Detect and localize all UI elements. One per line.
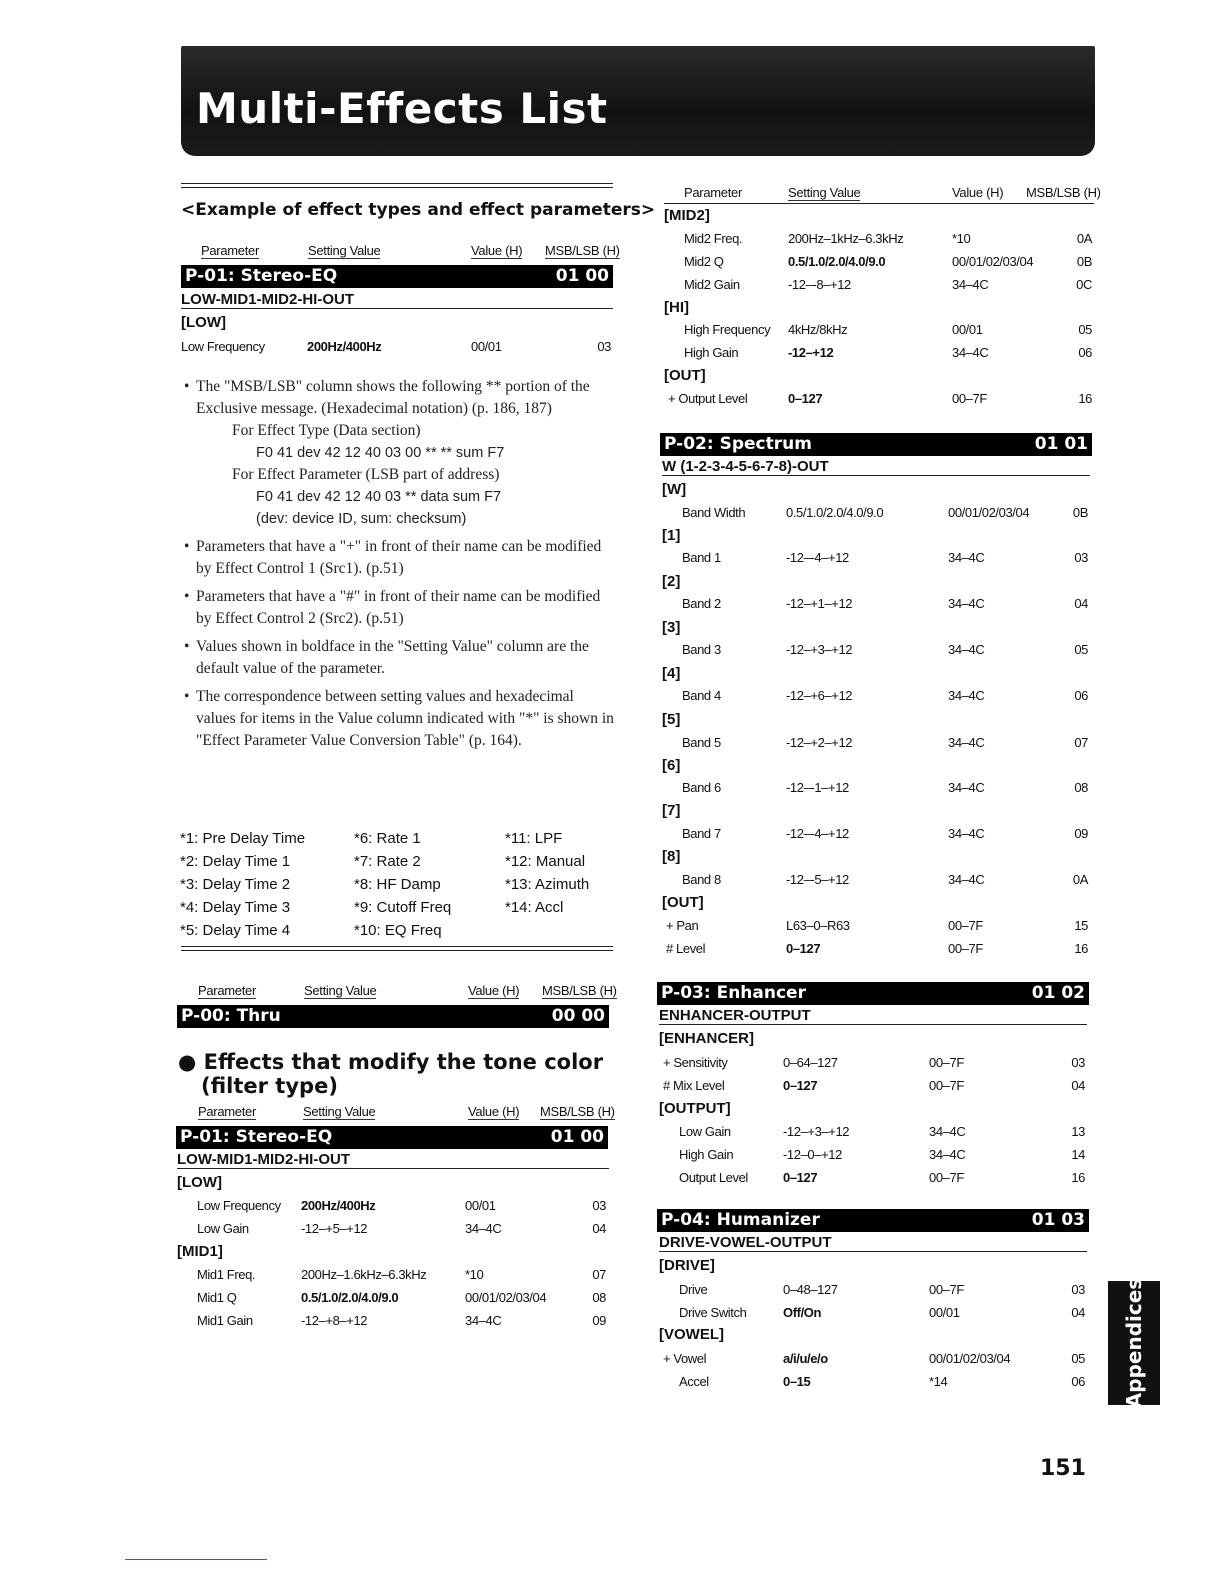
param-msb: 09 [592,1313,606,1328]
param-setting: -12–-5–+12 [786,872,849,887]
example-title: <Example of effect types and effect parameters> [181,200,656,220]
param-msb: 0B [1076,254,1092,269]
footnote: *6: Rate 1 [354,830,421,847]
param-setting: 0.5/1.0/2.0/4.0/9.0 [301,1290,399,1305]
footnote: *10: EQ Freq [354,922,442,939]
param-msb: 0C [1076,277,1092,292]
param-row [663,1055,1087,1075]
param-name: Mid2 Q [684,254,724,269]
param-name: + Vowel [663,1351,707,1366]
p01-routing: LOW-MID1-MID2-HI-OUT [177,1151,609,1169]
param-msb: 15 [1074,918,1088,933]
param-value: 34–4C [465,1313,502,1328]
p04-routing: DRIVE-VOWEL-OUTPUT [659,1234,1087,1252]
param-name: High Frequency [684,322,771,337]
param-value: 00/01/02/03/04 [952,254,1034,269]
footnote: *9: Cutoff Freq [354,899,452,916]
note-src1: • Parameters that have a "+" in front of their name can be modified by Effect Control 1 (Src1). (p.51) [184,536,614,580]
param-setting: 200Hz/400Hz [307,339,382,354]
param-name: Low Frequency [181,339,265,354]
param-msb: 04 [592,1221,606,1236]
param-row [668,391,1094,411]
footnote: *1: Pre Delay Time [180,830,306,847]
param-value: 34–4C [929,1124,966,1139]
col-parameter: Parameter [198,983,256,998]
param-msb: 09 [1074,826,1088,841]
param-name: Low Frequency [197,1198,281,1213]
param-row [663,1351,1087,1371]
param-msb: 16 [1078,391,1092,406]
group-3: [3] [662,619,681,636]
param-value: 34–4C [948,688,985,703]
param-value: 34–4C [948,780,985,795]
example-routing: LOW-MID1-MID2-HI-OUT [181,291,613,309]
footnote: *4: Delay Time 3 [180,899,291,916]
param-setting: 200Hz/400Hz [301,1198,376,1213]
param-name: # Mix Level [663,1078,725,1093]
param-setting: -12–-4–+12 [786,826,849,841]
param-name: Band 5 [682,735,721,750]
example-column-header [181,243,620,261]
param-row [197,1313,608,1333]
group-mid2: [MID2] [664,207,710,224]
col-value: Value (H) [468,1104,520,1119]
col-msb: MSB/LSB (H) [542,983,617,998]
param-setting: 4kHz/8kHz [788,322,848,337]
param-value: *10 [465,1267,484,1282]
param-msb: 05 [1071,1351,1085,1366]
effect-code: 01 00 [555,266,609,286]
param-value: 00/01/02/03/04 [465,1290,547,1305]
param-msb: 03 [1071,1282,1085,1297]
param-msb: 05 [1074,642,1088,657]
param-name: Band 7 [682,826,721,841]
effect-name: P-03: Enhancer [661,983,806,1003]
p03-routing: ENHANCER-OUTPUT [659,1007,1087,1025]
thru-effect-bar [177,1005,609,1028]
footnote: *3: Delay Time 2 [180,876,291,893]
param-msb: 04 [1074,596,1088,611]
param-msb: 13 [1071,1124,1085,1139]
param-row [679,1282,1087,1302]
param-row [682,735,1090,755]
param-value: 34–4C [948,596,985,611]
param-msb: 14 [1071,1147,1085,1162]
param-name: + Output Level [668,391,748,406]
effect-code: 01 00 [550,1127,604,1147]
col-setting: Setting Value [308,243,381,258]
p01-effect-bar [176,1126,608,1149]
group-1: [1] [662,527,681,544]
note-param-code: F0 41 dev 42 12 40 03 ** data sum F7 [256,489,502,505]
param-setting: -12–+5–+12 [301,1221,368,1236]
group-hi: [HI] [664,299,689,316]
col-setting: Setting Value [304,983,377,998]
param-row [682,596,1090,616]
param-msb: 03 [592,1198,606,1213]
example-bottom-rule [181,946,613,951]
group-4: [4] [662,665,681,682]
param-name: Band 3 [682,642,721,657]
group-low: [LOW] [177,1174,222,1191]
param-name: Low Gain [679,1124,731,1139]
param-value: 00–7F [948,918,983,933]
param-setting: 200Hz–1kHz–6.3kHz [788,231,904,246]
footnote: *11: LPF [505,830,563,847]
thru-column-header [178,983,617,1001]
param-value: 34–4C [948,550,985,565]
group-2: [2] [662,573,681,590]
col-value: Value (H) [468,983,520,998]
param-name: Accel [679,1374,709,1389]
param-row [679,1374,1087,1394]
page-title: Multi-Effects List [196,84,608,133]
footer-rule [125,1559,267,1560]
param-setting: -12–+3–+12 [783,1124,850,1139]
param-setting: -12–0–+12 [783,1147,842,1162]
param-row [682,780,1090,800]
param-name: Band 2 [682,596,721,611]
param-setting: Off/On [783,1305,822,1320]
param-row [684,345,1094,365]
param-value: 00/01 [929,1305,960,1320]
param-setting: 0–15 [783,1374,811,1389]
param-setting: 200Hz–1.6kHz–6.3kHz [301,1267,427,1282]
param-value: 00/01 [465,1198,496,1213]
param-value: 34–4C [952,345,989,360]
param-msb: 06 [1078,345,1092,360]
param-name: # Level [666,941,706,956]
param-setting: -12–+12 [788,345,834,360]
param-name: Mid2 Freq. [684,231,743,246]
param-setting: 0–127 [788,391,823,406]
right-column-header [664,185,1101,203]
footnote: *5: Delay Time 4 [180,922,291,939]
note-src2: • Parameters that have a "#" in front of their name can be modified by Effect Control 2 (Src2). (p.51) [184,586,614,630]
footnote: *13: Azimuth [505,876,590,893]
effect-name: P-02: Spectrum [664,434,812,454]
param-value: 00/01 [471,339,502,354]
note-type-code: F0 41 dev 42 12 40 03 00 ** ** sum F7 [256,445,505,461]
effect-name: P-00: Thru [181,1006,281,1026]
footnote: *14: Accl [505,899,564,916]
p02-effect-bar [660,433,1092,456]
param-setting: 0–127 [786,941,821,956]
p04-effect-bar [657,1209,1089,1232]
param-value: 34–4C [952,277,989,292]
param-name: Drive [679,1282,708,1297]
param-msb: 0A [1076,231,1092,246]
note-dev: (dev: device ID, sum: checksum) [256,511,467,527]
param-row [684,277,1094,297]
param-row [684,322,1094,342]
col-setting: Setting Value [788,185,861,200]
param-row [197,1290,608,1310]
param-value: 34–4C [929,1147,966,1162]
example-top-rule [181,183,613,188]
group-out: [OUT] [664,367,706,384]
param-setting: L63–0–R63 [786,918,850,933]
param-msb: 03 [1071,1055,1085,1070]
section-subtitle: (filter type) [201,1074,338,1098]
col-msb: MSB/LSB (H) [545,243,620,258]
group-5: [5] [662,711,681,728]
note-bold: • Values shown in boldface in the "Setting Value" column are the default value of the parameter. [184,636,614,680]
param-value: 00/01 [952,322,983,337]
effect-code: 00 00 [551,1006,605,1026]
param-value: 00–7F [929,1078,964,1093]
param-value: 00/01/02/03/04 [948,505,1030,520]
group-8: [8] [662,848,681,865]
param-msb: 06 [1074,688,1088,703]
param-row [197,1198,608,1218]
p01-column-header [178,1104,615,1122]
col-msb: MSB/LSB (H) [540,1104,615,1119]
param-row [679,1170,1087,1190]
param-row [181,339,613,359]
group-vowel: [VOWEL] [659,1326,724,1343]
param-setting: -12–+1–+12 [786,596,853,611]
param-row [679,1305,1087,1325]
param-name: + Sensitivity [663,1055,728,1070]
effect-code: 01 03 [1031,1210,1085,1230]
footnote: *12: Manual [505,853,586,870]
section-title: ● Effects that modify the tone color [178,1050,604,1074]
param-value: 00–7F [948,941,983,956]
param-setting: 0–48–127 [783,1282,838,1297]
note-msb [184,376,614,530]
param-row [666,918,1090,938]
param-row [663,1078,1087,1098]
col-setting: Setting Value [303,1104,376,1119]
param-msb: 16 [1071,1170,1085,1185]
footnote: *8: HF Damp [354,876,441,893]
group-output: [OUTPUT] [659,1100,731,1117]
param-name: Band 6 [682,780,721,795]
param-value: 00–7F [929,1055,964,1070]
group-low: [LOW] [181,314,226,331]
param-row [684,254,1094,274]
param-name: High Gain [679,1147,734,1162]
param-setting: -12–+8–+12 [301,1313,368,1328]
param-value: 00–7F [952,391,987,406]
footnote: *2: Delay Time 1 [180,853,291,870]
param-name: Band 8 [682,872,721,887]
param-value: 34–4C [948,826,985,841]
p02-routing: W (1-2-3-4-5-6-7-8)-OUT [662,458,1090,476]
param-row [682,642,1090,662]
right-header-rule [664,203,1094,204]
group-drive: [DRIVE] [659,1257,715,1274]
param-name: Low Gain [197,1221,249,1236]
col-value: Value (H) [471,243,523,258]
example-effect-bar [181,265,613,288]
note-type-label: For Effect Type (Data section) [232,422,421,439]
param-setting: 0–64–127 [783,1055,838,1070]
p03-effect-bar [657,982,1089,1005]
effect-name: P-04: Humanizer [661,1210,820,1230]
param-row [679,1147,1087,1167]
param-name: Band Width [682,505,746,520]
col-parameter: Parameter [684,185,742,200]
col-value: Value (H) [952,185,1004,200]
param-setting: -12–-1–+12 [786,780,849,795]
param-name: + Pan [666,918,699,933]
param-value: *14 [929,1374,948,1389]
param-msb: 03 [597,339,611,354]
param-setting: a/i/u/e/o [783,1351,828,1366]
param-row [682,550,1090,570]
param-name: Mid1 Gain [197,1313,253,1328]
param-setting: -12–+2–+12 [786,735,853,750]
param-row [197,1267,608,1287]
note-conversion: • The correspondence between setting values and hexadecimal values for items in the Value column indicated with "*" is shown in "Effect Parameter Value Conversion Table" (p. 164). [184,686,614,752]
notes [184,376,614,758]
effect-name: P-01: Stereo-EQ [180,1127,333,1147]
param-msb: 06 [1071,1374,1085,1389]
col-parameter: Parameter [198,1104,256,1119]
param-setting: 0–127 [783,1078,818,1093]
param-value: 34–4C [465,1221,502,1236]
param-value: 34–4C [948,642,985,657]
param-msb: 04 [1071,1305,1085,1320]
param-name: High Gain [684,345,739,360]
page-number: 151 [1040,1456,1086,1481]
param-setting: 0.5/1.0/2.0/4.0/9.0 [788,254,886,269]
param-setting: -12–-8–+12 [788,277,851,292]
param-value: 34–4C [948,872,985,887]
effect-code: 01 02 [1031,983,1085,1003]
param-msb: 16 [1074,941,1088,956]
param-name: Mid1 Freq. [197,1267,256,1282]
param-row [666,941,1090,961]
col-parameter: Parameter [201,243,259,258]
param-value: 00–7F [929,1170,964,1185]
param-value: 00/01/02/03/04 [929,1351,1011,1366]
param-msb: 08 [1074,780,1088,795]
param-msb: 0B [1072,505,1088,520]
col-msb: MSB/LSB (H) [1026,185,1101,200]
param-name: Band 4 [682,688,721,703]
footnote: *7: Rate 2 [354,853,421,870]
param-row [679,1124,1087,1144]
note-msb-text: The "MSB/LSB" column shows the following ** portion of the Exclusive message. (Hexadecimal notation) (p. 186, 187) [196,378,590,417]
appendices-tab [1108,1277,1160,1409]
param-row [682,872,1090,892]
param-msb: 0A [1072,872,1088,887]
group-6: [6] [662,757,681,774]
param-name: Mid1 Q [197,1290,237,1305]
param-name: Band 1 [682,550,721,565]
param-row [684,231,1094,251]
appendices-tab-label: Appendices [1122,1277,1146,1409]
param-msb: 05 [1078,322,1092,337]
effect-name: P-01: Stereo-EQ [185,266,338,286]
param-row [682,505,1090,525]
param-msb: 07 [592,1267,606,1282]
note-param-label: For Effect Parameter (LSB part of address) [232,466,500,483]
param-msb: 07 [1074,735,1088,750]
param-name: Drive Switch [679,1305,747,1320]
param-row [197,1221,608,1241]
group-7: [7] [662,802,681,819]
param-msb: 04 [1071,1078,1085,1093]
param-row [682,826,1090,846]
group-out: [OUT] [662,894,704,911]
group-w: [W] [662,481,687,498]
param-name: Output Level [679,1170,748,1185]
group-enhancer: [ENHANCER] [659,1030,754,1047]
param-msb: 03 [1074,550,1088,565]
param-msb: 08 [592,1290,606,1305]
param-value: *10 [952,231,971,246]
param-row [682,688,1090,708]
param-setting: -12–+6–+12 [786,688,853,703]
param-name: Mid2 Gain [684,277,740,292]
param-setting: -12–-4–+12 [786,550,849,565]
param-setting: -12–+3–+12 [786,642,853,657]
effect-code: 01 01 [1034,434,1088,454]
param-setting: 0–127 [783,1170,818,1185]
group-mid1: [MID1] [177,1243,223,1260]
param-value: 00–7F [929,1282,964,1297]
param-setting: 0.5/1.0/2.0/4.0/9.0 [786,505,884,520]
param-value: 34–4C [948,735,985,750]
